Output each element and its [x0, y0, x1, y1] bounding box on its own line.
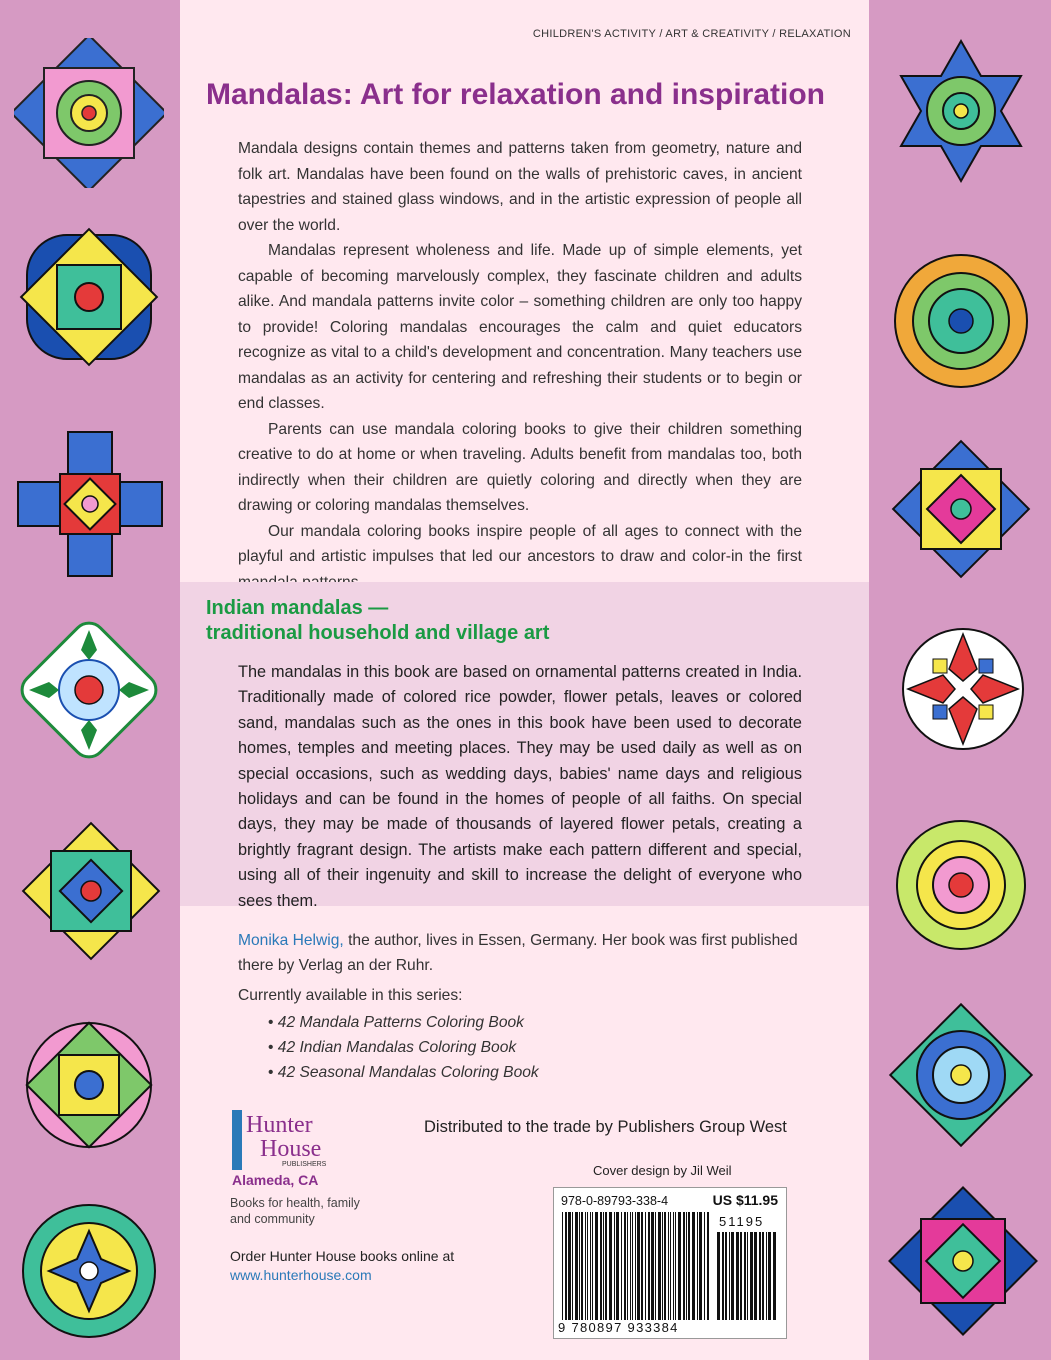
main-title: Mandalas: Art for relaxation and inspiration [206, 78, 825, 111]
indian-mandalas-title [206, 596, 549, 646]
series-list [268, 1010, 539, 1085]
logo-sub: PUBLISHERS [282, 1161, 327, 1168]
isbn-barcode-bars [562, 1212, 712, 1320]
intro-text [238, 136, 802, 595]
series-item: • 42 Mandala Patterns Coloring Book [268, 1010, 539, 1035]
barcode-bar [729, 1232, 730, 1320]
price: US $11.95 [712, 1192, 778, 1208]
barcode-bar [603, 1212, 604, 1320]
barcode-bar [595, 1212, 598, 1320]
mandala-left-6-icon [14, 1010, 164, 1160]
isbn-number: 978-0-89793-338-4 [561, 1194, 669, 1208]
series-intro: Currently available in this series: [238, 987, 463, 1004]
indian-title-line-2: traditional household and village art [206, 622, 550, 644]
publisher-tagline: Books for health, family and community [230, 1196, 360, 1226]
order-text: Order Hunter House books online at [230, 1248, 455, 1264]
barcode-bar [572, 1212, 573, 1320]
barcode-bar [731, 1232, 734, 1320]
author-paragraph [238, 928, 802, 978]
logo-line-1: Hunter [246, 1112, 313, 1138]
mandala-right-5-icon [888, 812, 1034, 958]
intro-paragraph: Mandala designs contain themes and patterns taken from geometry, nature and folk art. Mandalas have been found on the walls of prehistoric caves, in ancient tapestries and stained glass windows, and in the artistic expression of people all over the world. [238, 140, 802, 234]
barcode-bar [744, 1232, 746, 1320]
isbn-digits: 9 780897 933384 [558, 1320, 679, 1335]
barcode-bar [565, 1212, 567, 1320]
indian-mandalas-text: The mandalas in this book are based on ornamental patterns created in India. Traditionally made of colored rice powder, flower petals, leaves or colored sand, mandalas such as the ones in this book have been used to decorate homes, temples and meeting places. They may be used daily as well as on special occasions, such as wedding days, babies' name days and religious holidays and can be found in the homes of people of all faiths. On special days, they may be made of thousands of layered flower petals, creating a brightly fragrant design. The artists make each pattern different and special, using all of their ingenuity and skill to increase the delight of everyone who sees them. [238, 663, 802, 910]
mandala-right-3-icon [888, 436, 1034, 582]
mandala-right-7-icon [888, 1186, 1038, 1336]
author-text: the author, lives in Essen, Germany. Her book was first published there by Verlag an der Ruhr. [238, 932, 798, 974]
intro-paragraph: Mandalas represent wholeness and life. Made up of simple elements, yet capable of becoming marvelously complex, they fascinate children and adults alike. And mandala patterns invite color – something children are only too happy to provide! Coloring mandalas encourages the calm and quiet educators recognize as vital to a child's development and concentration. Many teachers use mandalas as an activity for centering and refreshing their students or to begin or end classes. [238, 242, 802, 412]
hunter-house-logo [232, 1110, 352, 1170]
barcode-bar [675, 1212, 676, 1320]
barcode-bar [635, 1212, 636, 1320]
barcode-bar [616, 1212, 619, 1320]
barcode-bar [678, 1212, 681, 1320]
mandala-left-7-icon [14, 1196, 164, 1346]
mandala-right-6-icon [888, 1002, 1034, 1148]
barcode-bar [717, 1232, 720, 1320]
barcode-bar [747, 1232, 748, 1320]
barcode-bar [670, 1212, 671, 1320]
publisher-url-link[interactable]: www.hunterhouse.com [230, 1267, 372, 1283]
barcode-bar [668, 1212, 669, 1320]
barcode-bar [621, 1212, 622, 1320]
barcode-bar [759, 1232, 761, 1320]
barcode-bar [750, 1232, 753, 1320]
barcode-bar [581, 1212, 583, 1320]
barcode-bar [692, 1212, 695, 1320]
publisher-city: Alameda, CA [232, 1172, 319, 1188]
barcode-bar [683, 1212, 685, 1320]
price-code: 51195 [719, 1214, 765, 1229]
intro-paragraph: Parents can use mandala coloring books to give their children something creative to do at home or when traveling. Adults benefit from mandalas too, both indirectly when their children are quietly coloring and directly when they are drawing or coloring mandalas themselves. [238, 420, 802, 514]
barcode-bar [673, 1212, 674, 1320]
barcode-bar [707, 1212, 709, 1320]
barcode-bar [575, 1212, 578, 1320]
barcode-bar [655, 1212, 656, 1320]
barcode-bar [592, 1212, 593, 1320]
barcode-bar [754, 1232, 757, 1320]
barcode-bar [630, 1212, 631, 1320]
mandala-right-4-icon [888, 614, 1038, 764]
barcode-bar [605, 1212, 607, 1320]
mandala-left-4-icon [14, 615, 164, 765]
barcode-bar [632, 1212, 633, 1320]
mandala-right-1-icon [886, 36, 1036, 186]
barcode-bar [651, 1212, 654, 1320]
barcode-bar [624, 1212, 626, 1320]
barcode-bar [662, 1212, 663, 1320]
barcode-bar [600, 1212, 602, 1320]
barcode-bar [658, 1212, 661, 1320]
barcode-bar [579, 1212, 580, 1320]
barcode-bar [585, 1212, 586, 1320]
mandala-left-1-icon [14, 38, 164, 188]
mandala-left-5-icon [18, 818, 164, 964]
series-item: • 42 Seasonal Mandalas Coloring Book [268, 1060, 539, 1085]
barcode-bar [688, 1212, 690, 1320]
barcode-bar [686, 1212, 687, 1320]
barcode-bar [768, 1232, 771, 1320]
cover-credit: Cover design by Jil Weil [593, 1163, 732, 1178]
barcode-bar [590, 1212, 591, 1320]
barcode-bar [773, 1232, 776, 1320]
distribution-note: Distributed to the trade by Publishers Group West [424, 1118, 787, 1136]
barcode-bar [722, 1232, 724, 1320]
barcode-bar [704, 1212, 705, 1320]
barcode-box [553, 1187, 787, 1339]
barcode-bar [766, 1232, 767, 1320]
indian-title-line-1: Indian mandalas — [206, 597, 389, 619]
intro-paragraph: Our mandala coloring books inspire people of all ages to connect with the playful and artistic impulses that led our ancestors to draw and color-in the first [238, 522, 802, 565]
mandala-left-3-icon [10, 424, 170, 584]
barcode-bar [614, 1212, 615, 1320]
mandala-right-2-icon [888, 248, 1034, 394]
barcode-bar [568, 1212, 571, 1320]
category-label: CHILDREN'S ACTIVITY / ART & CREATIVITY / RELAXATION [532, 28, 851, 40]
barcode-bar [637, 1212, 640, 1320]
barcode-bar [725, 1232, 727, 1320]
barcode-bar [762, 1232, 764, 1320]
barcode-bar [627, 1212, 628, 1320]
barcode-bar [645, 1212, 646, 1320]
barcode-bar [648, 1212, 650, 1320]
barcode-bar [736, 1232, 739, 1320]
barcode-bar [664, 1212, 666, 1320]
barcode-bar [641, 1212, 643, 1320]
barcode-bar [740, 1232, 742, 1320]
order-info [230, 1247, 490, 1285]
barcode-bar [609, 1212, 612, 1320]
barcode-bar [562, 1212, 563, 1320]
barcode-bar [587, 1212, 588, 1320]
series-item: • 42 Indian Mandalas Coloring Book [268, 1035, 539, 1060]
logo-line-2: House [260, 1136, 322, 1162]
barcode-bar [697, 1212, 698, 1320]
mandala-left-2-icon [14, 222, 164, 372]
price-barcode-bars [717, 1232, 779, 1320]
barcode-bar [699, 1212, 702, 1320]
author-name: Monika Helwig, [238, 932, 344, 949]
